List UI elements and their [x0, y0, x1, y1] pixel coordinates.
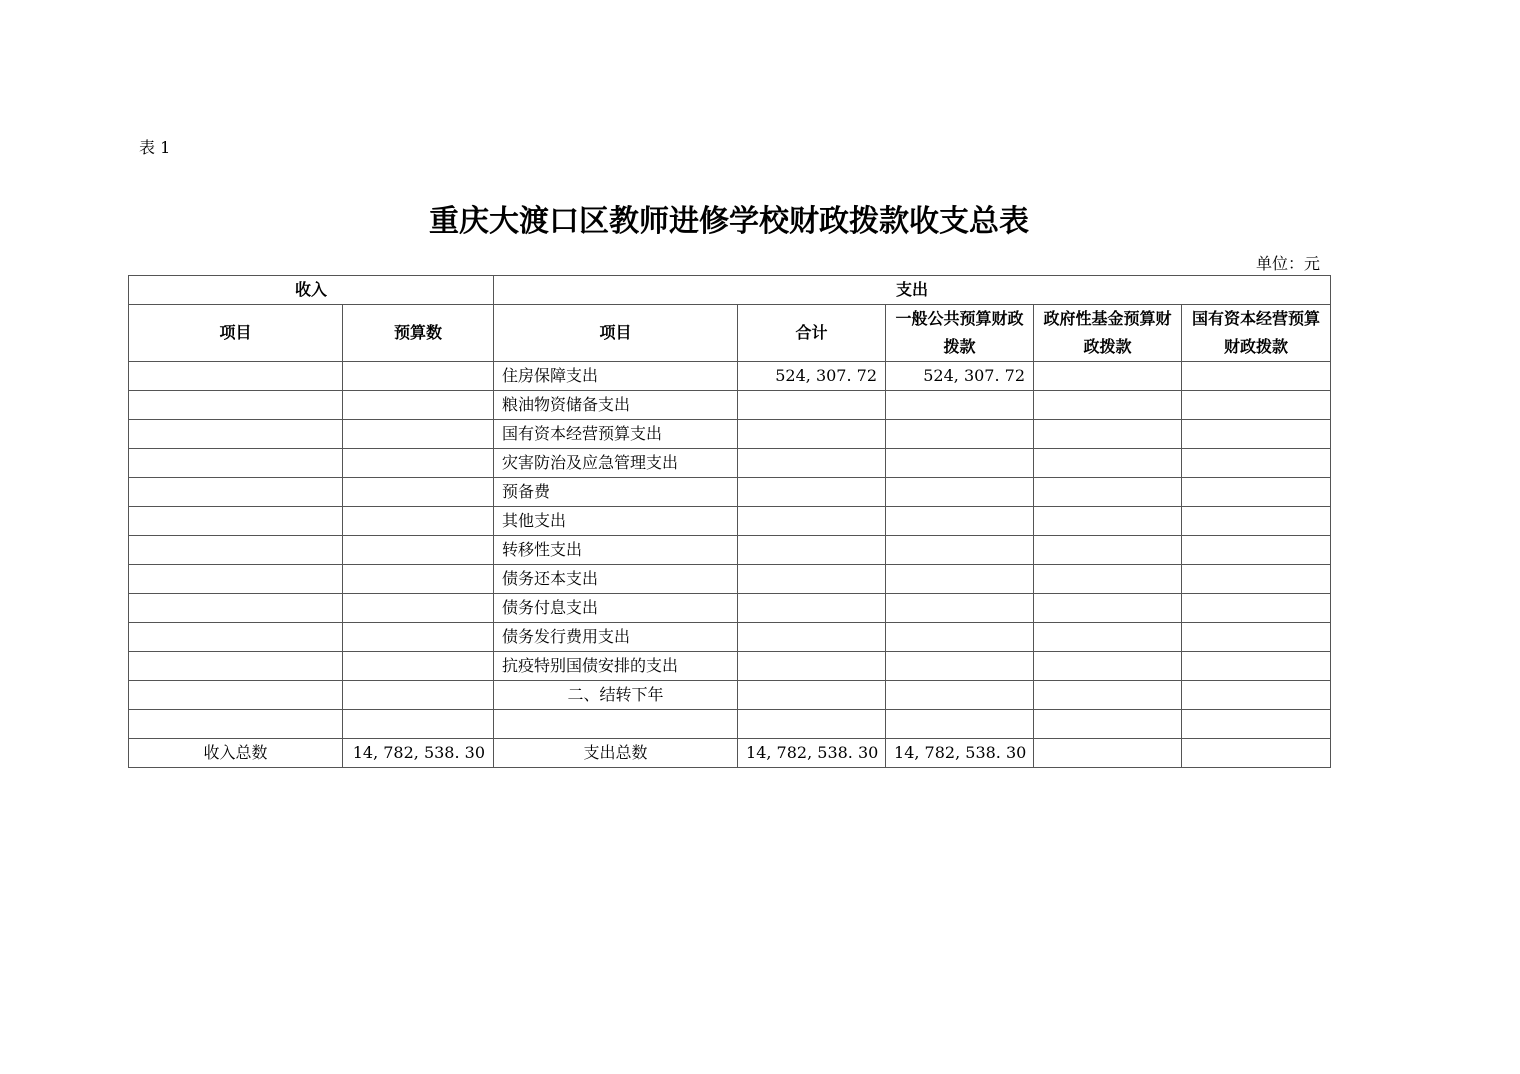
cell-general-budget [886, 478, 1034, 507]
totals-general-budget: 14, 782, 538. 30 [886, 739, 1034, 768]
cell-state-capital [1182, 420, 1331, 449]
cell-total [738, 565, 886, 594]
cell-total [738, 507, 886, 536]
totals-income-label: 收入总数 [129, 739, 343, 768]
cell-income-item [129, 565, 343, 594]
cell-income-item [129, 449, 343, 478]
totals-income-value: 14, 782, 538. 30 [343, 739, 494, 768]
header-income-budget: 预算数 [343, 305, 494, 362]
cell-gov-fund [1034, 391, 1182, 420]
totals-gov-fund [1034, 739, 1182, 768]
cell-expense-item: 灾害防治及应急管理支出 [494, 449, 738, 478]
table-row [129, 536, 1331, 565]
expense-group-header: 支出 [494, 276, 1331, 305]
cell-state-capital [1182, 478, 1331, 507]
cell-income-item [129, 652, 343, 681]
table-row [129, 565, 1331, 594]
cell-expense-item: 国有资本经营预算支出 [494, 420, 738, 449]
table-row [129, 594, 1331, 623]
table-row [129, 449, 1331, 478]
cell-general-budget [886, 449, 1034, 478]
cell-income-budget [343, 623, 494, 652]
cell-general-budget [886, 652, 1034, 681]
cell-total [738, 478, 886, 507]
table-row [129, 362, 1331, 391]
income-group-header: 收入 [129, 276, 494, 305]
cell-income-item [129, 391, 343, 420]
cell-state-capital [1182, 623, 1331, 652]
cell-expense-item: 债务发行费用支出 [494, 623, 738, 652]
cell-income-budget [343, 478, 494, 507]
cell-total [738, 710, 886, 739]
cell-expense-item: 预备费 [494, 478, 738, 507]
table-row [129, 652, 1331, 681]
cell-expense-item: 其他支出 [494, 507, 738, 536]
cell-income-item [129, 710, 343, 739]
table-row [129, 681, 1331, 710]
cell-income-budget [343, 362, 494, 391]
cell-total [738, 681, 886, 710]
cell-income-item [129, 478, 343, 507]
cell-state-capital [1182, 710, 1331, 739]
cell-state-capital [1182, 362, 1331, 391]
document-title: 重庆大渡口区教师进修学校财政拨款收支总表 [429, 204, 1029, 239]
header-income-item: 项目 [129, 305, 343, 362]
table-row [129, 623, 1331, 652]
header-general-budget: 一般公共预算财政拨款 [886, 305, 1034, 362]
cell-gov-fund [1034, 681, 1182, 710]
header-expense-item: 项目 [494, 305, 738, 362]
table-row [129, 420, 1331, 449]
cell-state-capital [1182, 681, 1331, 710]
cell-income-item [129, 594, 343, 623]
cell-income-budget [343, 449, 494, 478]
cell-income-budget [343, 565, 494, 594]
cell-general-budget [886, 594, 1034, 623]
cell-income-budget [343, 420, 494, 449]
table-row [129, 507, 1331, 536]
cell-gov-fund [1034, 536, 1182, 565]
cell-income-budget [343, 681, 494, 710]
totals-state-capital [1182, 739, 1331, 768]
cell-gov-fund [1034, 565, 1182, 594]
cell-expense-item: 转移性支出 [494, 536, 738, 565]
cell-expense-item: 抗疫特别国债安排的支出 [494, 652, 738, 681]
cell-income-budget [343, 594, 494, 623]
cell-gov-fund [1034, 652, 1182, 681]
header-gov-fund: 政府性基金预算财政拨款 [1034, 305, 1182, 362]
cell-income-budget [343, 652, 494, 681]
cell-general-budget [886, 536, 1034, 565]
cell-total [738, 536, 886, 565]
cell-state-capital [1182, 594, 1331, 623]
cell-state-capital [1182, 449, 1331, 478]
cell-income-item [129, 623, 343, 652]
cell-state-capital [1182, 565, 1331, 594]
table-row [129, 391, 1331, 420]
cell-general-budget [886, 420, 1034, 449]
cell-total: 524, 307. 72 [738, 362, 886, 391]
totals-total: 14, 782, 538. 30 [738, 739, 886, 768]
cell-income-item [129, 420, 343, 449]
cell-state-capital [1182, 652, 1331, 681]
cell-total [738, 449, 886, 478]
cell-gov-fund [1034, 507, 1182, 536]
cell-expense-item: 粮油物资储备支出 [494, 391, 738, 420]
cell-expense-item: 债务付息支出 [494, 594, 738, 623]
header-state-capital: 国有资本经营预算财政拨款 [1182, 305, 1331, 362]
cell-state-capital [1182, 507, 1331, 536]
cell-total [738, 420, 886, 449]
cell-total [738, 391, 886, 420]
cell-general-budget [886, 681, 1034, 710]
cell-general-budget [886, 623, 1034, 652]
table-row [129, 478, 1331, 507]
cell-expense-item: 债务还本支出 [494, 565, 738, 594]
cell-income-budget [343, 391, 494, 420]
cell-general-budget [886, 391, 1034, 420]
cell-gov-fund [1034, 420, 1182, 449]
cell-gov-fund [1034, 710, 1182, 739]
finance-summary-table [128, 275, 1331, 768]
cell-expense-item: 住房保障支出 [494, 362, 738, 391]
cell-gov-fund [1034, 594, 1182, 623]
cell-gov-fund [1034, 449, 1182, 478]
cell-state-capital [1182, 536, 1331, 565]
cell-gov-fund [1034, 362, 1182, 391]
cell-expense-item [494, 710, 738, 739]
cell-income-budget [343, 536, 494, 565]
unit-label: 单位：元 [1255, 254, 1320, 273]
cell-general-budget [886, 710, 1034, 739]
cell-general-budget [886, 565, 1034, 594]
cell-gov-fund [1034, 623, 1182, 652]
group-header-row [129, 276, 1331, 305]
table-label: 表 1 [139, 138, 171, 157]
cell-income-item [129, 681, 343, 710]
cell-gov-fund [1034, 478, 1182, 507]
cell-total [738, 652, 886, 681]
cell-income-item [129, 507, 343, 536]
table-row [129, 710, 1331, 739]
totals-row [129, 739, 1331, 768]
header-total: 合计 [738, 305, 886, 362]
cell-general-budget: 524, 307. 72 [886, 362, 1034, 391]
cell-income-budget [343, 507, 494, 536]
cell-total [738, 594, 886, 623]
column-header-row [129, 305, 1331, 362]
cell-expense-item: 二、结转下年 [494, 681, 738, 710]
totals-expense-label: 支出总数 [494, 739, 738, 768]
cell-state-capital [1182, 391, 1331, 420]
cell-income-item [129, 362, 343, 391]
cell-income-item [129, 536, 343, 565]
cell-income-budget [343, 710, 494, 739]
cell-total [738, 623, 886, 652]
cell-general-budget [886, 507, 1034, 536]
